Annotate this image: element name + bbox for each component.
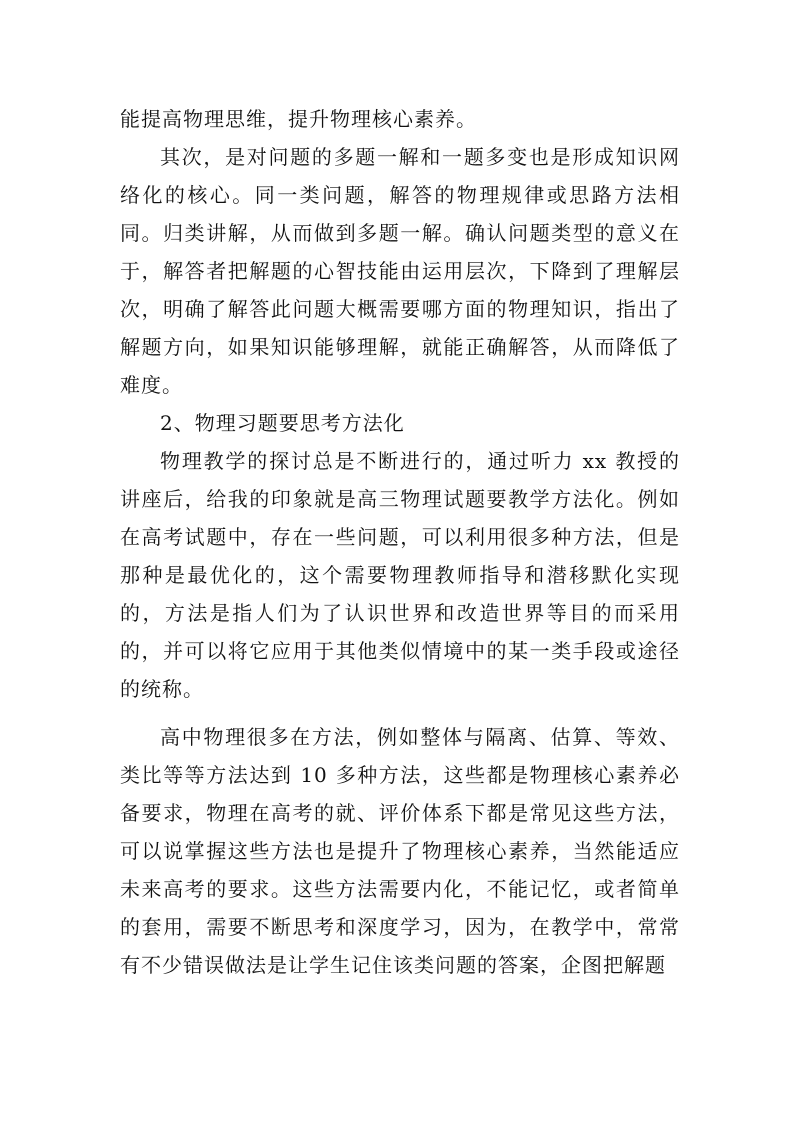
paragraph-problem-classification: 其次，是对问题的多题一解和一题多变也是形成知识网络化的核心。同一类问题，解答的物理规律或思路方法相同。归类讲解，从而做到多题一解。确认问题类型的意义在于，解答者把解题的心智技能由运用层次，下降到了理解层次，明确了解答此问题大概需要哪方面的物理知识，指出了解题方向，如果知识能够理解，就能正确解答，从而降低了难度。 — [120, 145, 680, 397]
paragraph-gap — [120, 708, 680, 718]
paragraph-physics-methods: 高中物理很多在方法，例如整体与隔离、估算、等效、类比等等方法达到 10 多种方法，这些都是物理核心素养必备要求，物理在高考的就、评价体系下都是常见这些方法，可以说掌握这些方法也是提升了物理核心素养，当然能适应未来高考的要求。这些方法需要内化，不能记忆，或者简单的套用，需要不断思考和深度学习，因为，在教学中，常常有不少错误做法是让学生记住该类问题的答案，企图把解题 — [120, 725, 680, 977]
paragraph-continuation: 能提高物理思维，提升物理核心素养。 — [120, 107, 477, 131]
paragraph-teaching-methods: 物理教学的探讨总是不断进行的，通过听力 xx 教授的讲座后，给我的印象就是高三物理试题要教学方法化。例如在高考试题中，存在一些问题，可以利用很多种方法，但是那种是最优化的，这个需要物理教师指导和潜移默化实现的，方法是指人们为了认识世界和改造世界等目的而采用的，并可以将它应用于其他类似情境中的某一类手段或途径的统称。 — [120, 449, 680, 701]
section-heading-methods: 2、物理习题要思考方法化 — [160, 411, 405, 435]
document-body — [120, 100, 680, 984]
